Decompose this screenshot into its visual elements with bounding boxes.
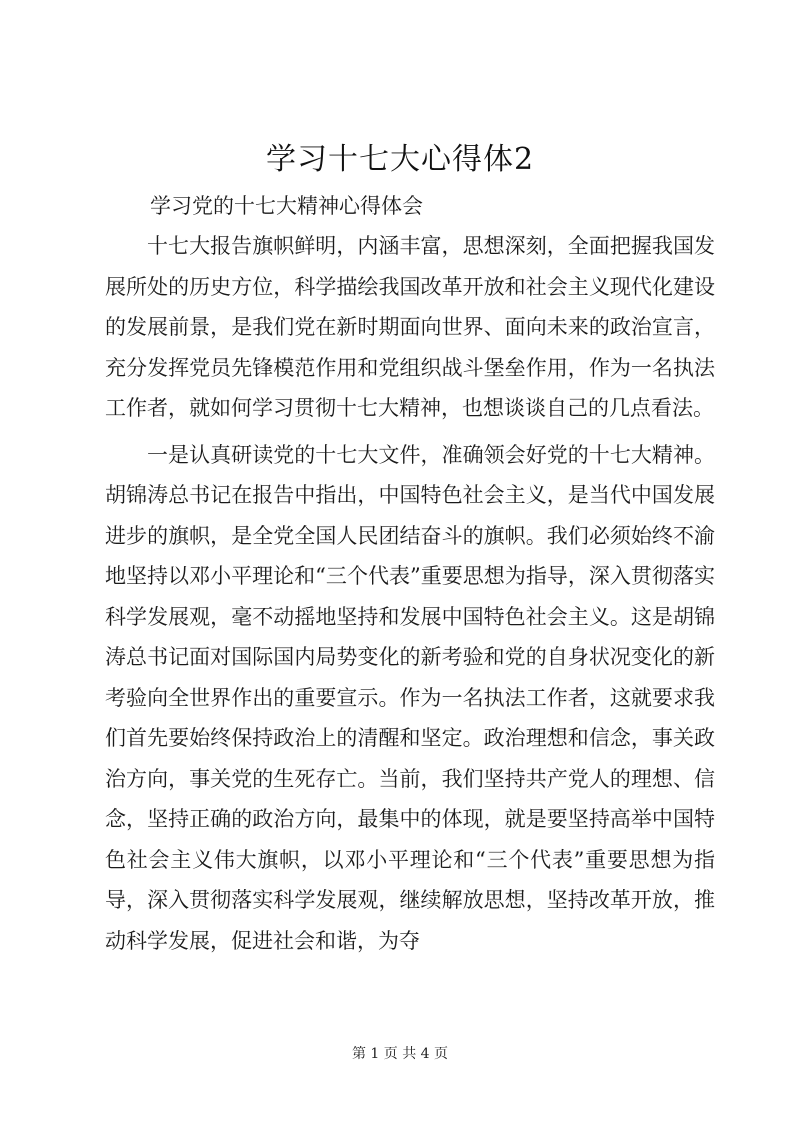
document-body bbox=[105, 226, 715, 961]
document-title: 学习十七大心得体2 bbox=[265, 142, 535, 177]
page-footer: 第 1 页 共 4 页 bbox=[351, 1046, 449, 1062]
document-subtitle: 学习党的十七大精神心得体会 bbox=[150, 194, 423, 218]
paragraph: 一是认真研读党的十七大文件，准确领会好党的十七大精神。胡锦涛总书记在报告中指出，中国特色社会主义，是当代中国发展进步的旗帜，是全党全国人民团结奋斗的旗帜。我们必须始终不渝地坚持以邓小平理论和“三个代表”重要思想为指导，深入贯彻落实科学发展观，毫不动摇地坚持和发展中国特色社会主义。这是胡锦涛总书记面对国际国内局势变化的新考验和党的自身状况变化的新考验向全世界作出的重要宣示。作为一名执法工作者，这就要求我们首先要始终保持政治上的清醒和坚定。政治理想和信念，事关政治方向，事关党的生死存亡。当前，我们坚持共产党人的理想、信念，坚持正确的政治方向，最集中的体现，就是要坚持高举中国特色社会主义伟大旗帜，以邓小平理论和“三个代表”重要思想为指导，深入贯彻落实科学发展观，继续解放思想，坚持改革开放，推动科学发展，促进社会和谐，为夺 bbox=[105, 442, 715, 953]
paragraph: 十七大报告旗帜鲜明，内涵丰富，思想深刻，全面把握我国发展所处的历史方位，科学描绘我国改革开放和社会主义现代化建设的发展前景，是我们党在新时期面向世界、面向未来的政治宣言，充分发挥党员先锋模范作用和党组织战斗堡垒作用，作为一名执法工作者，就如何学习贯彻十七大精神，也想谈谈自己的几点看法。 bbox=[105, 234, 715, 420]
